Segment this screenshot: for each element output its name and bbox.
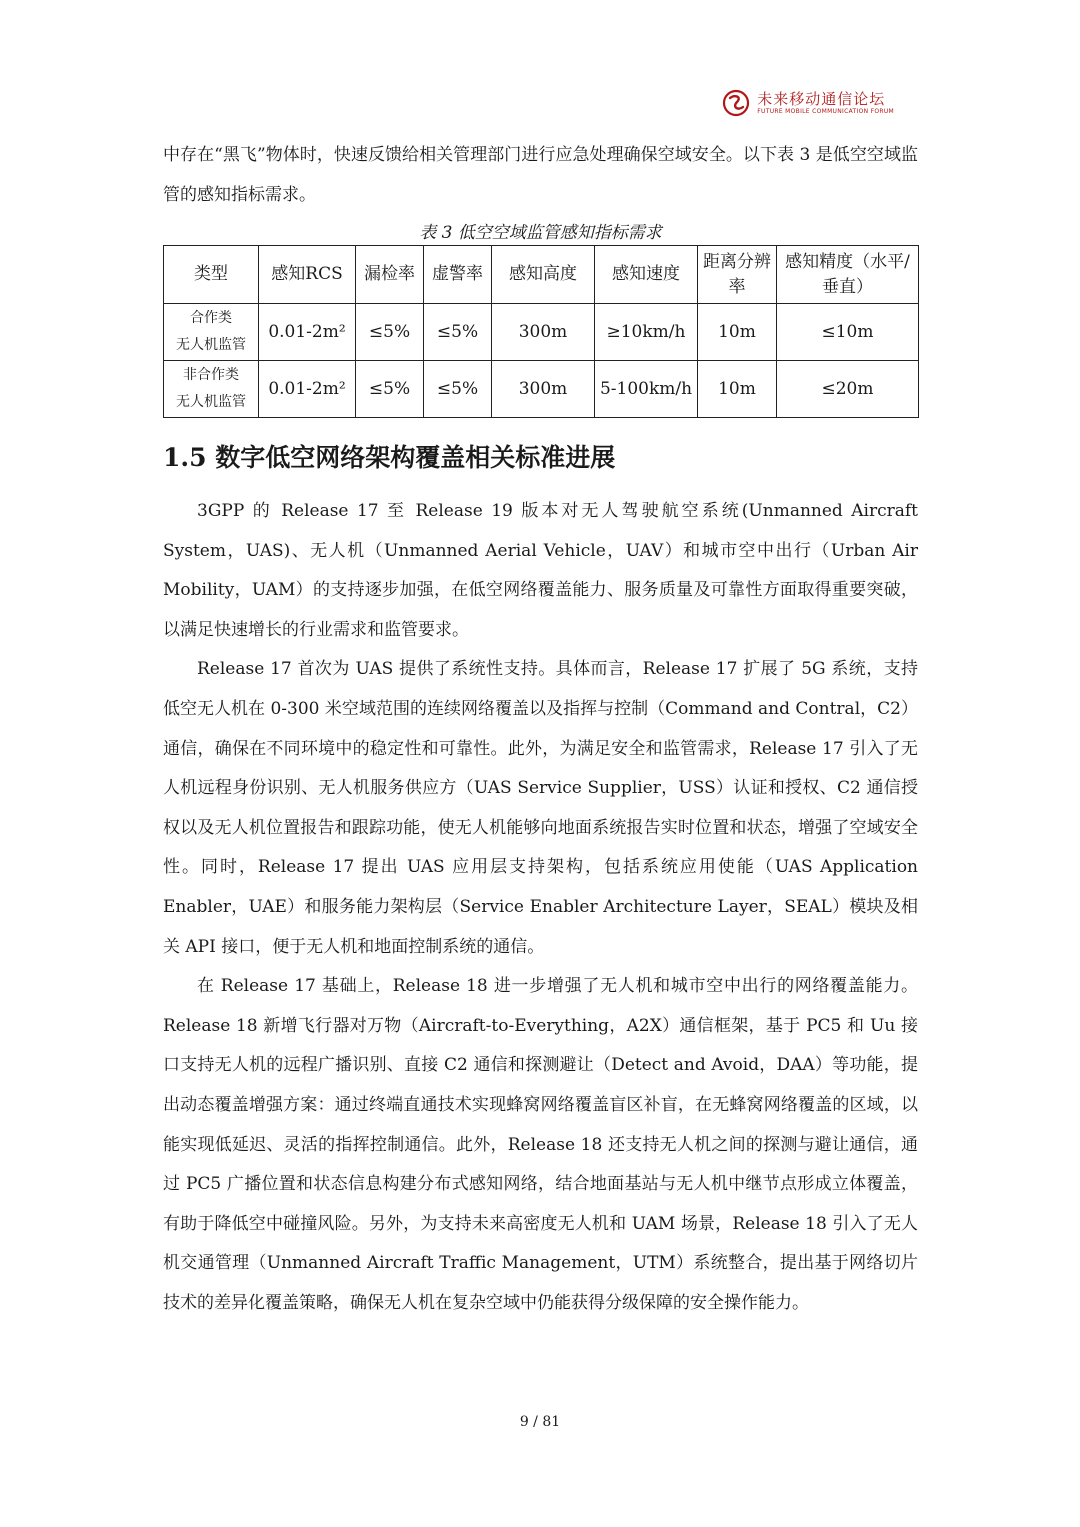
- cell-resolution: 10m: [698, 304, 777, 361]
- cell-false-alarm: ≤5%: [424, 361, 492, 418]
- forum-logo-icon: [721, 88, 751, 118]
- header-logo: [721, 88, 894, 118]
- logo-text: [757, 90, 894, 116]
- cell-miss: ≤5%: [356, 361, 424, 418]
- logo-en: FUTURE MOBILE COMMUNICATION FORUM: [757, 108, 894, 115]
- header-miss-rate: 漏检率: [356, 246, 424, 304]
- cell-height: 300m: [492, 361, 595, 418]
- cell-false-alarm: ≤5%: [424, 304, 492, 361]
- cell-height: 300m: [492, 304, 595, 361]
- cell-rcs: 0.01-2m²: [259, 361, 356, 418]
- cell-resolution: 10m: [698, 361, 777, 418]
- cell-accuracy: ≤20m: [777, 361, 919, 418]
- paragraph: Release 17 首次为 UAS 提供了系统性支持。具体而言，Release 17 扩展了 5G 系统，支持低空无人机在 0-300 米空域范围的连续网络覆盖以及指挥与控制（Command and Contral，C2）通信，确保在不同环境中的稳定性和可靠性。此外，为满足安全和监管需求，Release 17 引入了无人机远程身份识别、无人机服务供应方（UAS Service Supplier，USS）认证和授权、C2 通信授权以及无人机位置报告和跟踪功能，使无人机能够向地面系统报告实时位置和状态，增强了空域安全性。同时，Release 17 提出 UAS 应用层支持架构，包括系统应用使能（UAS Application Enabler，UAE）和服务能力架构层（Service Enabler Architecture Layer，SEAL）模块及相关 API 接口，便于无人机和地面控制系统的通信。: [163, 659, 918, 957]
- intro-block: [163, 136, 918, 215]
- cell-accuracy: ≤10m: [777, 304, 919, 361]
- header-accuracy: 感知精度（水平/垂直）: [777, 246, 919, 304]
- header-false-alarm: 虚警率: [424, 246, 492, 304]
- cell-type: 合作类 无人机监管: [164, 304, 259, 361]
- cell-speed: 5-100km/h: [595, 361, 698, 418]
- header-height: 感知高度: [492, 246, 595, 304]
- metrics-table: [163, 245, 919, 418]
- section-body: [163, 492, 918, 1323]
- cell-type: 非合作类 无人机监管: [164, 361, 259, 418]
- paragraph: 3GPP 的 Release 17 至 Release 19 版本对无人驾驶航空系统(Unmanned Aircraft System，UAS)、无人机（Unmanned Aerial Vehicle，UAV）和城市空中出行（Urban Air Mobility，UAM）的支持逐步加强，在低空网络覆盖能力、服务质量及可靠性方面取得重要突破，以满足快速增长的行业需求和监管要求。: [163, 501, 918, 640]
- table-row: [164, 361, 919, 418]
- header-type: 类型: [164, 246, 259, 304]
- logo-cn: 未来移动通信论坛: [757, 90, 886, 108]
- table-row: [164, 304, 919, 361]
- header-speed: 感知速度: [595, 246, 698, 304]
- paragraph: 在 Release 17 基础上，Release 18 进一步增强了无人机和城市空中出行的网络覆盖能力。Release 18 新增飞行器对万物（Aircraft-to-Everything，A2X）通信框架，基于 PC5 和 Uu 接口支持无人机的远程广播识别、直接 C2 通信和探测避让（Detect and Avoid，DAA）等功能，提出动态覆盖增强方案：通过终端直通技术实现蜂窝网络覆盖盲区补盲，在无蜂窝网络覆盖的区域，以能实现低延迟、灵活的指挥控制通信。此外，Release 18 还支持无人机之间的探测与避让通信，通过 PC5 广播位置和状态信息构建分布式感知网络，结合地面基站与无人机中继节点形成立体覆盖，有助于降低空中碰撞风险。另外，为支持未来高密度无人机和 UAM 场景，Release 18 引入了无人机交通管理（Unmanned Aircraft Traffic Management，UTM）系统整合，提出基于网络切片技术的差异化覆盖策略，确保无人机在复杂空域中仍能获得分级保障的安全操作能力。: [163, 976, 919, 1313]
- page-number: 9 / 81: [519, 1414, 561, 1430]
- table-header-row: [164, 246, 919, 304]
- table-caption: 表 3 低空空域监管感知指标需求: [419, 223, 662, 243]
- intro-paragraph: 中存在“黑飞”物体时，快速反馈给相关管理部门进行应急处理确保空域安全。以下表 3 是低空空域监管的感知指标需求。: [163, 145, 918, 205]
- section-title: 1.5 数字低空网络架构覆盖相关标准进展: [163, 443, 616, 472]
- cell-miss: ≤5%: [356, 304, 424, 361]
- header-resolution: 距离分辨率: [698, 246, 777, 304]
- cell-speed: ≥10km/h: [595, 304, 698, 361]
- header-rcs: 感知RCS: [259, 246, 356, 304]
- cell-rcs: 0.01-2m²: [259, 304, 356, 361]
